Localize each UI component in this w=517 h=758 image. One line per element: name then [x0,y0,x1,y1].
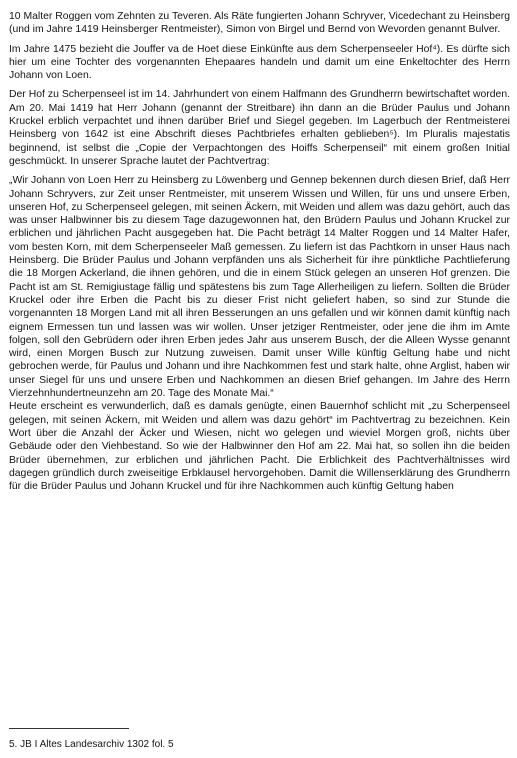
paragraph-hof-history: Der Hof zu Scherpenseel ist im 14. Jahrhundert von einem Halfmann des Grundherrn bewirtschaftet worden. Am 20. Mai 1419 hat Herr Johann (genannt der Streitbare) ihn dann an die Brüder Paulus und Johann Kruckel erblich verpachtet und ihnen darüber Brief und Siegel gegeben. Im Lagerbuch der Rentmeisterei Heinsberg von 1642 ist eine Abschrift dieses Pachtbriefes erhalten geblieben⁵). Im Pluralis majestatis beginnend, ist selbst die „Copie der Verpachtongen des Hoiffs Scherpenseil“ mit einem großen Initial geschmückt. In unserer Sprache lautet der Pachtvertrag: [9,89,510,167]
paragraph-jouffer-1475: Im Jahre 1475 bezieht die Jouffer va de Hoet diese Einkünfte aus dem Scherpenseeler Hof⁴). Es dürfte sich hier um eine Tochter des vorgenannten Ehepaares handeln und damit um eine Enkeltochter des Herrn Johann von Loen. [9,43,510,82]
paragraph-councillors: 10 Malter Roggen vom Zehnten zu Teveren. Als Räte fungierten Johann Schryver, Vicedechant zu Heinsberg (und im Jahre 1419 Heinsberger Rentmeister), Simon von Birgel und Bernd von Wevorden genannt Bulver. [9,11,510,36]
paragraph-commentary: Heute erscheint es verwunderlich, daß es damals genügte, einen Bauernhof schlicht mit „zu Scherpenseel gelegen, mit seinen Äckern, mit Weiden und allem was dazu gehört“ im Pachtvertrag zu bezeichnen. Kein Wort über die Anzahl der Äcker und Wiesen, nicht wo gelegen und wieviel Morgen groß, nichts über Gebäude oder den Viehbestand. So wie der Halbwinner den Hof am 22. Mai hat, so sollen ihn die beiden Brüder übernehmen, zur erblichen und jährlichen Pacht. Die Erblichkeit des Pachtverhältnisses wird dagegen gründlich durch zweiseitige Erbklausel hervorgehoben. Damit die Willenserklärung des Grundherrn für die Brüder Paulus und Johann Kruckel und für ihre Nachkommen auch künftig Geltung haben [9,401,510,493]
footnote: 5. JB I Altes Landesarchiv 1302 fol. 5 [9,739,174,750]
quote-lease-contract: „Wir Johann von Loen Herr zu Heinsberg zu Löwenberg und Gennep bekennen durch diesen Brief, daß Herr Johann Schryvers, zur Zeit unser Rentmeister, mit unserem Wissen und Willen, für uns und unsere Erben, unseren Hof, zu Scherpenseel gelegen, mit seinen Äckern, mit Weiden und allem was dazu gehört, auch das was unser Halbwinner bis zu diesem Tage dazugewonnen hat, den Brüdern Paulus und Johann Kruckel zur erblichen und jährlichen Pacht ausgegeben hat. Die Pacht beträgt 14 Malter Roggen und 14 Malter Hafer, vom besten Korn, mit dem Scherpenseeler Maß gemessen. Zu liefern ist das Pachtkorn in unser Haus nach Heinsberg. Die Brüder Paulus und Johann verpfänden uns als Sicherheit für ihre pünktliche Pachtlieferung die 18 Morgen Ackerland, die ihnen gehören, und die in einem Stück gelegen an unseren Hof grenzen. Die Pacht ist am St. Remigiustage fällig und spätestens bis zum Tage Allerheiligen zu liefern. Sollten die Brüder Kruckel oder ihre Erben die Pacht bis zu dieser Frist nicht geliefert haben, so sind zur Stunde die vorgenannten 18 Morgen Land mit all ihren Besserungen an uns gefallen und wir können damit künftig nach eignem Ermessen tun und lassen was wir wollen. Unser jetziger Rentmeister, oder jene die ihm im Amte folgen, soll den Gebrüdern oder ihren Erben jedes Jahr aus unserem Busch, der die Alleen Wysse genannt wird, einen Morgen Busch zur Nutzung zuweisen. Damit unser Wille künftig Geltung habe und nicht gebrochen werde, für Paulus und Johann und ihre Nachkommen fest und stark halte, ohne Arglist, haben wir unser Siegel für uns und unsere Erben und Nachkommen an diesen Brief gehangen. Im Jahre des Herrn Vierzehnhundertneunzehn am 20. Tage des Monate Mai.“ [9,175,510,400]
footnote-divider [9,728,129,729]
